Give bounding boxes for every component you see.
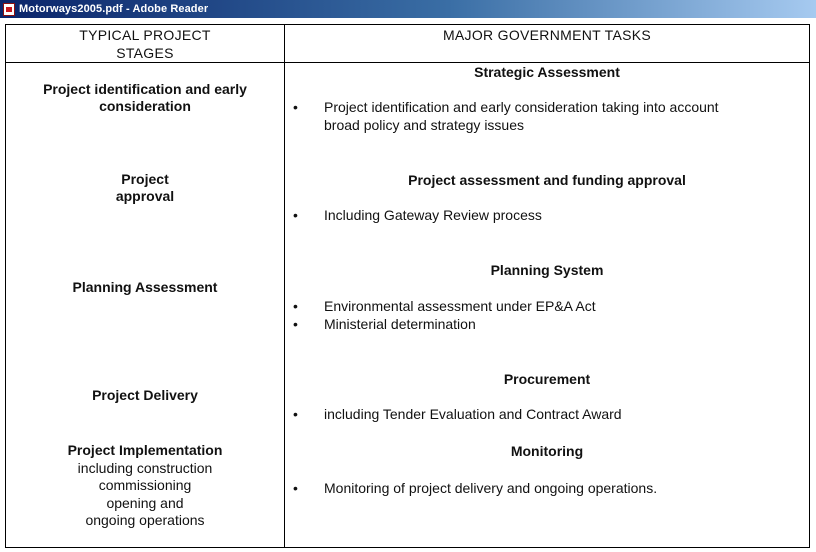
bullet-text: Monitoring of project delivery and ongoing operations. [324, 480, 658, 496]
task-bullet [293, 405, 803, 423]
pdf-document-icon [3, 3, 15, 16]
task-heading-planning-system: Planning System [490, 262, 604, 278]
bullet-line: Project identification and early consideration taking into account [324, 99, 719, 115]
stage-line: Project identification and early [43, 81, 247, 97]
stage-line: Planning Assessment [72, 279, 218, 295]
task-heading-project-assessment: Project assessment and funding approval [408, 172, 686, 188]
stage-sub-line: ongoing operations [85, 512, 205, 528]
task-heading-procurement: Procurement [503, 371, 591, 387]
task-bullet [293, 98, 803, 134]
stage-title: Project Implementation [67, 442, 223, 458]
stage-project-approval [6, 171, 284, 205]
task-heading-strategic-assessment: Strategic Assessment [474, 64, 620, 80]
header-typical-project-stages [6, 26, 284, 62]
stage-project-delivery [6, 387, 284, 404]
task-bullet [293, 315, 803, 333]
stages-tasks-table [5, 24, 810, 548]
stage-line: consideration [99, 98, 191, 114]
bullet-icon: • [293, 99, 298, 115]
header-left-line-2: STAGES [116, 45, 174, 61]
task-bullet [293, 479, 803, 497]
header-major-government-tasks: MAJOR GOVERNMENT TASKS [442, 27, 652, 43]
bullet-icon: • [293, 406, 298, 422]
bullet-icon: • [293, 316, 298, 332]
window-title: Motorways2005.pdf - Adobe Reader [19, 3, 209, 15]
bullet-icon: • [293, 298, 298, 314]
bullet-text: Ministerial determination [324, 316, 476, 332]
header-left-line-1: TYPICAL PROJECT [79, 27, 211, 43]
column-divider [284, 25, 285, 547]
bullet-text: including Tender Evaluation and Contract Award [324, 406, 622, 422]
stage-project-implementation [6, 442, 284, 530]
task-bullet [293, 297, 803, 315]
bullet-text [324, 98, 794, 134]
bullet-text: Environmental assessment under EP&A Act [324, 298, 596, 314]
stage-line: Project [121, 171, 169, 187]
bullet-text: Including Gateway Review process [324, 207, 542, 223]
stage-sub-line: including construction [77, 459, 213, 476]
bullet-icon: • [293, 480, 298, 496]
stage-planning-assessment [6, 279, 284, 296]
stage-sub-line: commissioning [98, 477, 192, 493]
stage-sub-line: opening and [106, 494, 184, 511]
stage-project-identification [6, 81, 284, 115]
task-bullet [293, 206, 803, 224]
stage-line: approval [115, 188, 175, 204]
task-heading-monitoring: Monitoring [510, 443, 584, 459]
title-bar [0, 0, 816, 18]
stage-line: Project Delivery [92, 387, 198, 403]
bullet-icon: • [293, 207, 298, 223]
bullet-line: broad policy and strategy issues [324, 117, 524, 133]
